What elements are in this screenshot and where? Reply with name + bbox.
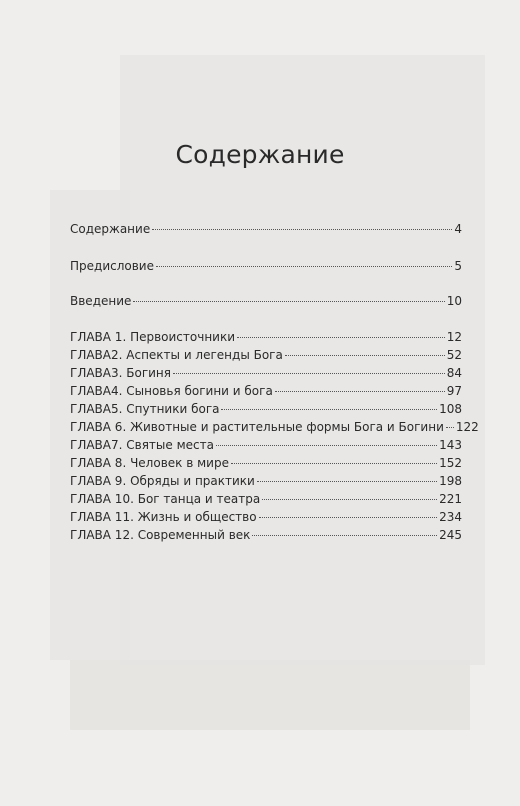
toc-entry-page: 52 — [446, 348, 462, 362]
toc-entry-label: ГЛАВА2. Аспекты и легенды Бога — [70, 348, 283, 362]
toc-entry-label: ГЛАВА7. Святые места — [70, 438, 214, 452]
dot-leader — [216, 445, 437, 446]
toc-entry-page: 5 — [454, 259, 462, 273]
toc-entry-label: ГЛАВА4. Сыновья богини и бога — [70, 384, 273, 398]
toc-entry-label: Введение — [70, 294, 132, 308]
toc-entry-page: 143 — [439, 438, 462, 452]
toc-entry-label: ГЛАВА 12. Современный век — [70, 528, 251, 542]
dot-leader — [259, 517, 438, 518]
toc-entry[interactable] — [70, 492, 462, 508]
dot-leader — [285, 355, 445, 356]
toc-entry[interactable] — [70, 294, 462, 310]
toc-entry-label: ГЛАВА 11. Жизнь и общество — [70, 510, 257, 524]
toc-entry[interactable] — [70, 384, 462, 400]
toc-entry-label: ГЛАВА 10. Бог танца и театра — [70, 492, 261, 506]
toc-entry-page: 97 — [446, 384, 462, 398]
toc-entry[interactable] — [70, 259, 462, 275]
dot-leader — [275, 391, 445, 392]
toc-entry-label: ГЛАВА 6. Животные и растительные формы Бога и Богини — [70, 420, 444, 434]
toc-entry[interactable] — [70, 528, 462, 544]
dot-leader — [237, 337, 445, 338]
toc-entry[interactable] — [70, 474, 462, 490]
dot-leader — [133, 301, 444, 302]
page-title: Содержание — [175, 140, 345, 169]
toc-entry[interactable] — [70, 438, 462, 454]
toc-entry-page: 198 — [439, 474, 462, 488]
toc-entry[interactable] — [70, 420, 479, 436]
toc-entry-page: 10 — [446, 294, 462, 308]
dot-leader — [257, 481, 437, 482]
dot-leader — [252, 535, 437, 536]
toc-entry[interactable] — [70, 348, 462, 364]
dot-leader — [173, 373, 445, 374]
toc-entry-label: ГЛАВА5. Спутники бога — [70, 402, 220, 416]
toc-entry-page: 84 — [446, 366, 462, 380]
toc-entry[interactable] — [70, 366, 462, 382]
toc-entry-page: 4 — [454, 222, 462, 236]
dot-leader — [231, 463, 437, 464]
toc-entry-page: 221 — [439, 492, 462, 506]
toc-entry-page: 122 — [455, 420, 479, 434]
toc-entry-page: 234 — [439, 510, 462, 524]
toc-entry-label: ГЛАВА 8. Человек в мире — [70, 456, 229, 470]
toc-entry-page: 12 — [446, 330, 462, 344]
dot-leader — [152, 229, 452, 230]
toc-entry-page: 108 — [439, 402, 462, 416]
toc-entry[interactable] — [70, 402, 462, 418]
toc-entry-page: 245 — [439, 528, 462, 542]
toc-entry[interactable] — [70, 330, 462, 346]
toc-entry-label: ГЛАВА3. Богиня — [70, 366, 171, 380]
toc-entry[interactable] — [70, 222, 462, 238]
dot-leader — [446, 427, 454, 428]
toc-entry-label: ГЛАВА 9. Обряды и практики — [70, 474, 255, 488]
toc-entry-label: Содержание — [70, 222, 151, 236]
toc-entry-page: 152 — [439, 456, 462, 470]
dot-leader — [221, 409, 437, 410]
dot-leader — [262, 499, 437, 500]
toc-entry[interactable] — [70, 510, 462, 526]
toc-entry-label: Предисловие — [70, 259, 154, 273]
show-through-block — [70, 660, 470, 730]
dot-leader — [156, 266, 452, 267]
toc-entry-label: ГЛАВА 1. Первоисточники — [70, 330, 236, 344]
toc-entry[interactable] — [70, 456, 462, 472]
